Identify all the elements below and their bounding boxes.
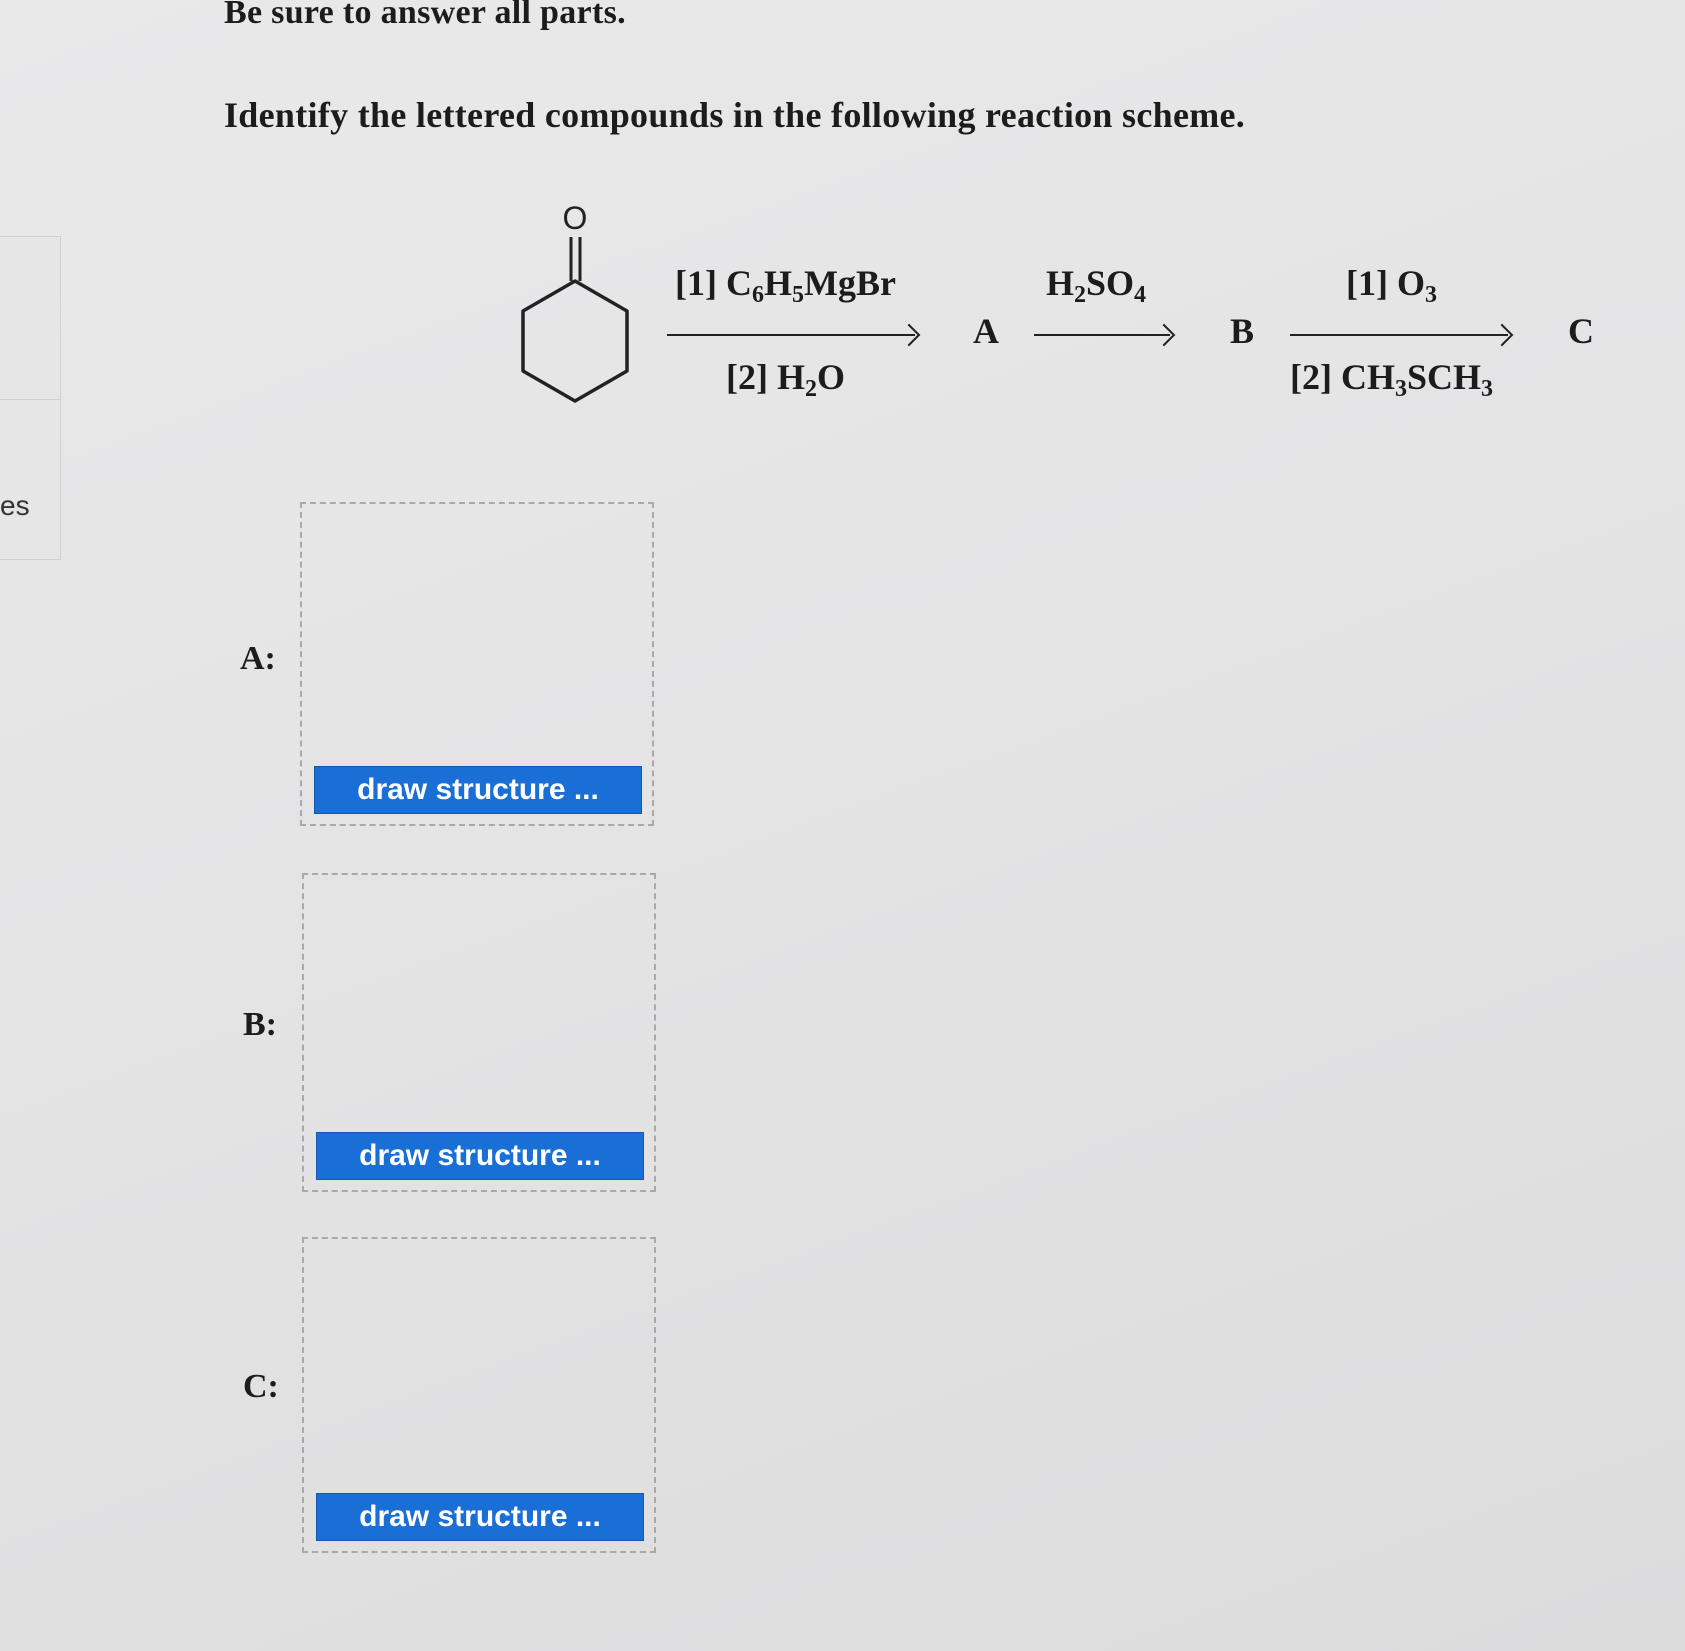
instructions-text: Be sure to answer all parts. [224,0,626,31]
answer-b-drop-area[interactable] [302,873,656,1192]
compound-a-label: A [973,311,999,351]
draw-structure-a-button[interactable]: draw structure ... [314,766,642,814]
step2-reagent-top: $H_2SO_4$ [1046,263,1147,308]
step2-arrow [1034,334,1170,336]
cyclohexanone-svg [500,195,640,405]
compound-c-label: C [1568,311,1594,351]
compound-b-label: B [1230,311,1255,351]
reaction-scheme [0,0,1685,450]
step3-reagent-bottom: [2] $CH_3SCH_3$ [1290,357,1494,402]
step3-arrow [1290,334,1508,336]
draw-structure-b-button[interactable]: draw structure ... [316,1132,644,1180]
cyclohexanone-structure-icon [500,195,640,410]
step3-reagent-top: [1] $O_3$ [1346,263,1437,308]
answer-c-label: C: [243,1368,279,1405]
carbonyl-oxygen-label: O [562,200,588,236]
question-text: Identify the lettered compounds in the following reaction scheme. [224,95,1246,135]
answer-a-drop-area[interactable] [300,502,654,826]
answer-b-label: B: [243,1006,277,1043]
step1-arrow [667,334,915,336]
side-panel-label[interactable]: es [0,490,30,521]
step1-reagent-top: [1] $C_6H_5MgBr$ [675,263,896,308]
step1-reagent-bottom: [2] $H_2O$ [726,357,845,402]
draw-structure-c-button[interactable]: draw structure ... [316,1493,644,1541]
answer-c-drop-area[interactable] [302,1237,656,1553]
answer-a-label: A: [240,640,276,677]
